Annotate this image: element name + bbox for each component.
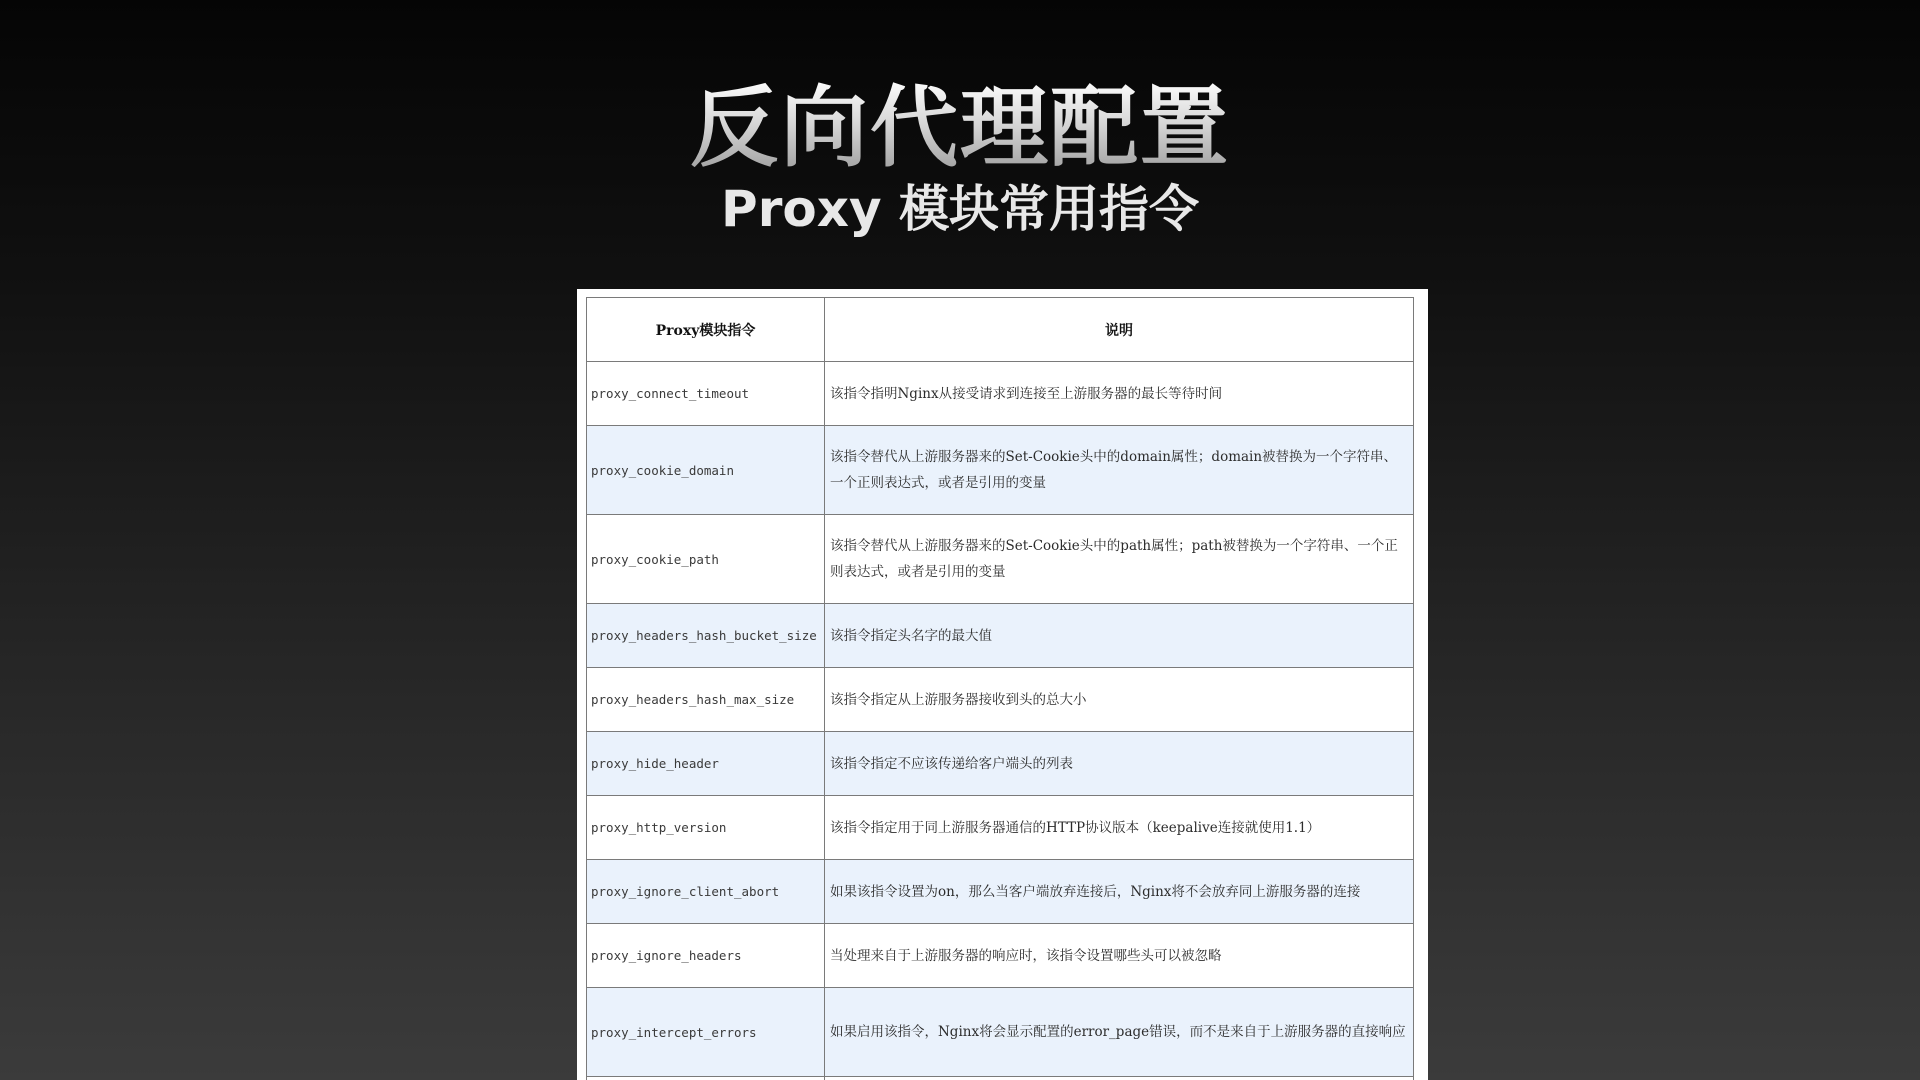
table-row	[587, 924, 1414, 988]
column-header-description: 说明	[825, 298, 1414, 362]
command-cell: proxy_hide_header	[587, 732, 825, 796]
description-cell-empty	[825, 1077, 1414, 1080]
command-cell: proxy_http_version	[587, 796, 825, 860]
description-cell: 当处理来自于上游服务器的响应时，该指令设置哪些头可以被忽略	[825, 924, 1414, 988]
description-cell: 如果该指令设置为on，那么当客户端放弃连接后，Nginx将不会放弃同上游服务器的连接	[825, 860, 1414, 924]
table-row	[587, 732, 1414, 796]
description-cell: 该指令指定不应该传递给客户端头的列表	[825, 732, 1414, 796]
command-cell-empty	[587, 1077, 825, 1080]
command-cell: proxy_connect_timeout	[587, 362, 825, 426]
command-cell: proxy_headers_hash_bucket_size	[587, 604, 825, 668]
directive-table-image	[577, 289, 1428, 1080]
command-cell: proxy_ignore_headers	[587, 924, 825, 988]
table-row	[587, 362, 1414, 426]
slide-title: 反向代理配置	[0, 78, 1920, 178]
table-row	[587, 796, 1414, 860]
directive-table	[586, 297, 1414, 1080]
table-row	[587, 426, 1414, 515]
description-cell: 该指令指定用于同上游服务器通信的HTTP协议版本（keepalive连接就使用1.1）	[825, 796, 1414, 860]
description-cell: 该指令指明Nginx从接受请求到连接至上游服务器的最长等待时间	[825, 362, 1414, 426]
command-cell: proxy_cookie_domain	[587, 426, 825, 515]
slide-subtitle: Proxy 模块常用指令	[721, 180, 1199, 238]
table-row	[587, 668, 1414, 732]
table-row	[587, 604, 1414, 668]
table-row	[587, 860, 1414, 924]
description-cell: 该指令指定头名字的最大值	[825, 604, 1414, 668]
command-cell: proxy_headers_hash_max_size	[587, 668, 825, 732]
command-cell: proxy_cookie_path	[587, 515, 825, 604]
command-cell: proxy_intercept_errors	[587, 988, 825, 1077]
description-cell: 该指令替代从上游服务器来的Set-Cookie头中的path属性；path被替换为一个字符串、一个正则表达式，或者是引用的变量	[825, 515, 1414, 604]
table-header-row	[587, 298, 1414, 362]
table-row	[587, 988, 1414, 1077]
description-cell: 如果启用该指令，Nginx将会显示配置的error_page错误，而不是来自于上游服务器的直接响应	[825, 988, 1414, 1077]
description-cell: 该指令指定从上游服务器接收到头的总大小	[825, 668, 1414, 732]
table-row	[587, 515, 1414, 604]
column-header-command: Proxy模块指令	[587, 298, 825, 362]
description-cell: 该指令替代从上游服务器来的Set-Cookie头中的domain属性；domain被替换为一个字符串、一个正则表达式，或者是引用的变量	[825, 426, 1414, 515]
table-row-partial	[587, 1077, 1414, 1080]
command-cell: proxy_ignore_client_abort	[587, 860, 825, 924]
